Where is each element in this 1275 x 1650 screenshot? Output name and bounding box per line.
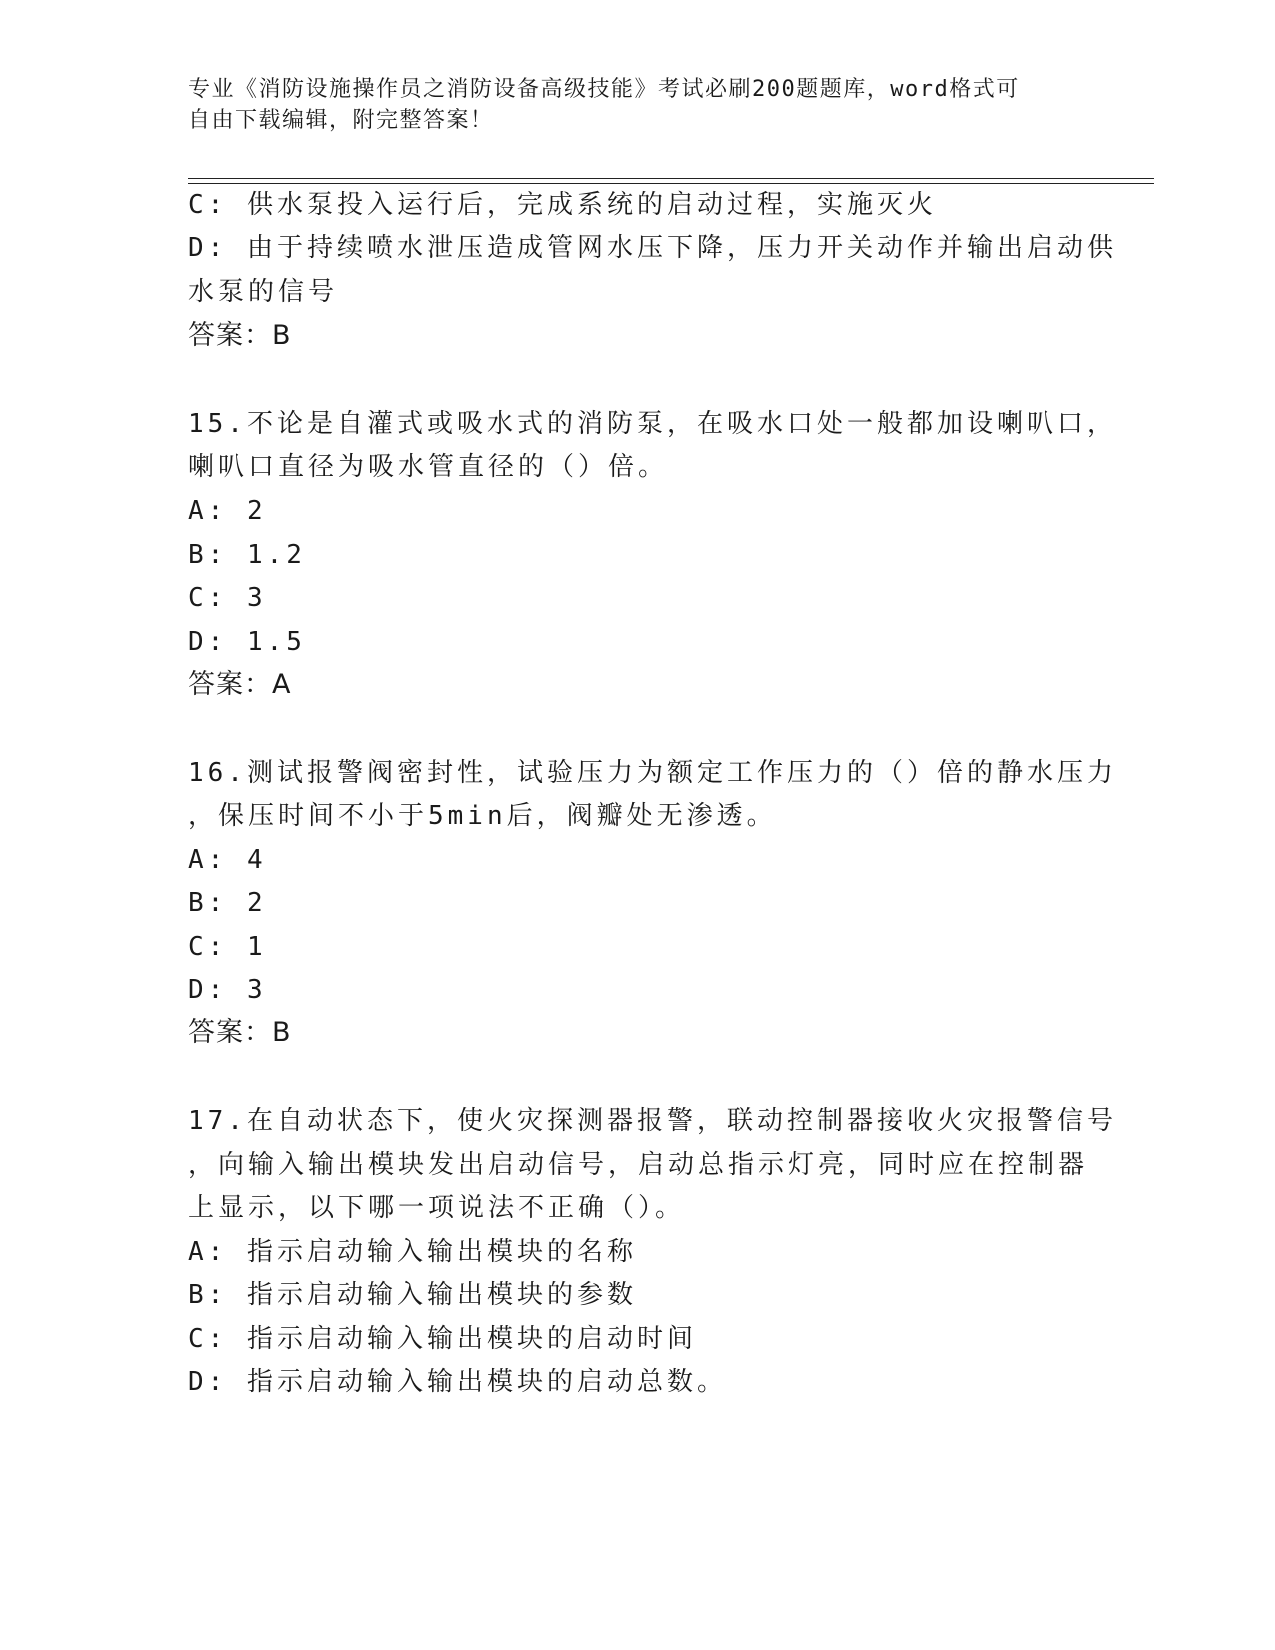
header-line-1: 专业《消防设施操作员之消防设备高级技能》考试必刷200题题库，word格式可 [188, 77, 1020, 102]
header-divider-top [188, 178, 1154, 179]
q16-answer: 答案：B [188, 1017, 292, 1048]
q16-option-a: A: 4 [188, 845, 267, 875]
q15-option-b: B: 1.2 [188, 540, 306, 570]
q15-stem-line1: 15.不论是自灌式或吸水式的消防泵，在吸水口处一般都加设喇叭口， [188, 409, 1117, 439]
q15-stem-line2: 喇叭口直径为吸水管直径的（）倍。 [188, 452, 669, 482]
q15-answer: 答案：A [188, 669, 292, 700]
q15-option-d: D: 1.5 [188, 627, 306, 657]
document-header [188, 74, 1088, 136]
q17-option-b: B: 指示启动输入输出模块的参数 [188, 1280, 637, 1310]
prev-option-c: C: 供水泵投入运行后，完成系统的启动过程，实施灭火 [188, 190, 937, 220]
q17-stem-line3: 上显示，以下哪一项说法不正确（）。 [188, 1193, 686, 1223]
q17-option-a: A: 指示启动输入输出模块的名称 [188, 1237, 637, 1267]
q16-stem-line1: 16.测试报警阀密封性，试验压力为额定工作压力的（）倍的静水压力 [188, 758, 1117, 788]
q16-stem-line2: ，保压时间不小于5min后，阀瓣处无渗透。 [188, 801, 777, 831]
q16-option-c: C: 1 [188, 932, 267, 962]
q17-option-d: D: 指示启动输入输出模块的启动总数。 [188, 1367, 727, 1397]
prev-answer: 答案：B [188, 320, 292, 351]
q17-stem-line1: 17.在自动状态下，使火灾探测器报警，联动控制器接收火灾报警信号 [188, 1106, 1117, 1136]
q17-option-c: C: 指示启动输入输出模块的启动时间 [188, 1324, 697, 1354]
q17-stem-line2: ，向输入输出模块发出启动信号，启动总指示灯亮，同时应在控制器 [188, 1150, 1089, 1180]
q16-option-d: D: 3 [188, 975, 267, 1005]
prev-option-d-line2: 水泵的信号 [188, 277, 339, 307]
prev-option-d-line1: D: 由于持续喷水泄压造成管网水压下降，压力开关动作并输出启动供 [188, 233, 1117, 263]
q15-option-a: A: 2 [188, 496, 267, 526]
header-divider-bottom [188, 183, 1154, 184]
q16-option-b: B: 2 [188, 888, 267, 918]
q15-option-c: C: 3 [188, 583, 267, 613]
header-line-2: 自由下载编辑，附完整答案！ [188, 108, 494, 133]
